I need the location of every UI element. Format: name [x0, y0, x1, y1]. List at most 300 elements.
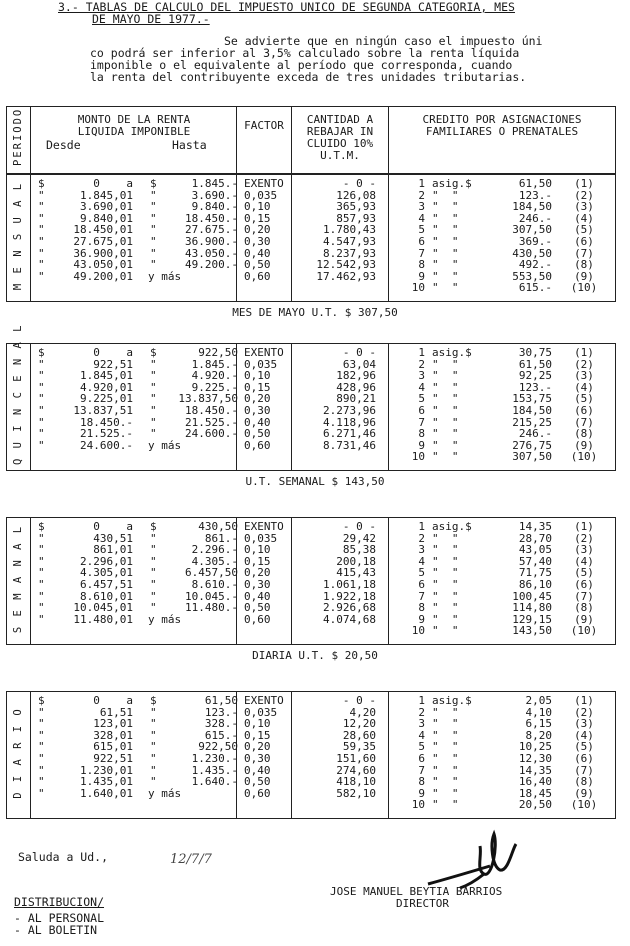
table-cell: 430,50 [512, 246, 552, 260]
table-cell: 61,50 [518, 177, 552, 190]
table-cell: 151,60 [336, 752, 376, 765]
table-cell: (6) [574, 578, 594, 591]
table-cell: 1.845.- [191, 357, 238, 371]
table-cell: 86,10 [518, 578, 552, 591]
table-cell: 428,96 [336, 380, 376, 394]
table-cell: 0,30 [244, 235, 271, 248]
table-cell: 29,42 [342, 531, 376, 545]
table-cell: 0,035 [244, 705, 278, 719]
table-cell: " [38, 752, 45, 765]
table-cell: 10 [411, 281, 425, 295]
table-cell: 0,20 [244, 740, 271, 754]
table-cell: 857,93 [336, 211, 376, 225]
section-footer: U.T. SEMANAL $ 143,50 [245, 475, 385, 488]
table-cell: " " [432, 531, 459, 545]
table-cell: " [38, 531, 45, 545]
table-cell: " " [432, 258, 459, 272]
table-cell: 13.837,50 [178, 392, 238, 406]
table-cell: 1 [418, 177, 425, 190]
table-cell: 2 [418, 188, 425, 202]
table-cell: (7) [574, 589, 594, 603]
table-cell: " [38, 258, 45, 272]
table-cell: 12,30 [518, 752, 552, 765]
table-cell: (4) [574, 728, 594, 742]
table-cell: 4 [418, 380, 425, 394]
table-cell: 61,51 [99, 705, 133, 719]
table-cell: (1) [574, 520, 594, 533]
distribution-item: - AL PERSONAL [14, 911, 105, 925]
table-cell: (9) [574, 438, 594, 452]
distribution-item: - AL BOLETIN [14, 923, 98, 937]
table-cell: 2,05 [525, 694, 552, 707]
table-cell: 11.480,01 [73, 612, 133, 626]
table-cell: 430,50 [198, 520, 238, 533]
table-cell: 4,10 [525, 705, 552, 719]
table-cell: 18.450,01 [73, 223, 133, 237]
table-cell: 59,35 [342, 740, 376, 754]
advice-line-3: imponible o el equivalente al período que corresponda, cuando [90, 58, 513, 72]
table-cell: 922,51 [93, 752, 133, 765]
table-cell: 8 [418, 601, 425, 615]
table-cell: " [38, 543, 45, 557]
table-cell: - 0 - [342, 520, 376, 533]
table-cell: 9 [418, 269, 425, 283]
table-cell: 1.230.- [191, 752, 238, 765]
table-cell: " " [432, 246, 459, 260]
table-cell: 0,20 [244, 392, 271, 406]
table-cell: " [38, 786, 45, 800]
table-cell: " " [432, 740, 459, 754]
table-cell: 0,40 [244, 589, 271, 603]
table-cell: 0,15 [244, 211, 271, 225]
table-cell: (1) [574, 346, 594, 359]
table-cell: y más [148, 438, 182, 452]
table-cell: asig.$ [432, 177, 472, 190]
table-cell: (8) [574, 775, 594, 789]
section-footer: MES DE MAYO U.T. $ 307,50 [232, 306, 398, 319]
table-cell: " [150, 392, 157, 406]
cantidad-header-3: CLUIDO 10% [306, 137, 374, 150]
table-cell: asig.$ [432, 694, 472, 707]
table-cell: 123.- [518, 188, 552, 202]
table-cell: " " [432, 578, 459, 591]
table-cell: 6.271,46 [323, 427, 376, 441]
table-cell: (2) [574, 188, 594, 202]
table-cell: " [150, 543, 157, 557]
table-cell: 0,10 [244, 543, 271, 557]
table-cell: 276,75 [512, 438, 552, 452]
table-cell: 5 [418, 223, 425, 237]
table-cell: 0,30 [244, 578, 271, 591]
table-cell: (8) [574, 601, 594, 615]
table-cell: " [38, 223, 45, 237]
table-cell: 0,60 [244, 612, 271, 626]
table-cell: 922,51 [93, 357, 133, 371]
table-cell: 2 [418, 357, 425, 371]
table-cell: EXENTO [244, 520, 284, 533]
table-cell: " " [432, 369, 459, 383]
table-cell: 49.200.- [185, 258, 238, 272]
table-cell: $ [38, 694, 45, 707]
table-cell: " [150, 200, 157, 214]
table-cell: 0,035 [244, 357, 278, 371]
table-cell: 8.610,01 [80, 589, 133, 603]
table-cell: (1) [574, 694, 594, 707]
table-cell: 246.- [518, 211, 552, 225]
table-cell: 0,035 [244, 188, 278, 202]
table-cell: 16,40 [518, 775, 552, 789]
table-cell: (4) [574, 554, 594, 568]
table-cell: " [38, 705, 45, 719]
table-cell: " " [432, 612, 459, 626]
table-cell: asig.$ [432, 346, 472, 359]
table-cell: 8.610.- [191, 578, 238, 591]
table-cell: y más [148, 786, 182, 800]
table-cell: 27.675,01 [73, 235, 133, 248]
table-cell: 8 [418, 427, 425, 441]
table-cell: 18,45 [518, 786, 552, 800]
distribution-title: DISTRIBUCION/ [14, 895, 105, 909]
table-cell: " [150, 775, 157, 789]
table-cell: 0,10 [244, 369, 271, 383]
period-label: S E M A N A L [12, 524, 24, 634]
table-cell: 0,15 [244, 554, 271, 568]
table-cell: $ [150, 346, 157, 359]
table-cell: $ [150, 177, 157, 190]
table-cell: 1.061,18 [323, 578, 376, 591]
table-cell: 61,50 [518, 357, 552, 371]
table-cell: (3) [574, 369, 594, 383]
table-cell: EXENTO [244, 346, 284, 359]
table-cell: 61,50 [204, 694, 238, 707]
table-cell: 430,51 [93, 531, 133, 545]
table-cell: (3) [574, 717, 594, 731]
table-cell: (9) [574, 269, 594, 283]
monto-header-2: LIQUIDA IMPONIBLE [77, 125, 191, 138]
table-cell: 7 [418, 589, 425, 603]
table-cell: " [38, 589, 45, 603]
table-cell: 6,15 [525, 717, 552, 731]
table-cell: 114,80 [512, 601, 552, 615]
table-cell: 2.926,68 [323, 601, 376, 615]
table-cell: 2 [418, 531, 425, 545]
table-cell: 215,25 [512, 415, 552, 429]
table-cell: 9.225,01 [80, 392, 133, 406]
table-cell: " [38, 775, 45, 789]
table-cell: 184,50 [512, 404, 552, 417]
table-cell: 0,15 [244, 380, 271, 394]
table-cell: " [38, 404, 45, 417]
table-cell: 49.200,01 [73, 269, 133, 283]
table-cell: 8.731,46 [323, 438, 376, 452]
table-cell: " " [432, 543, 459, 557]
table-cell: 8 [418, 775, 425, 789]
table-cell: 4.920.- [191, 369, 238, 383]
table-cell: " [150, 740, 157, 754]
table-cell: 14,35 [518, 520, 552, 533]
table-cell: " " [432, 763, 459, 777]
table-cell: " " [432, 404, 459, 417]
table-cell: " [150, 763, 157, 777]
table-cell: " [38, 369, 45, 383]
table-cell: - 0 - [342, 694, 376, 707]
table-cell: 18.450.- [185, 404, 238, 417]
table-cell: 861,01 [93, 543, 133, 557]
table-cell: 43,05 [518, 543, 552, 557]
table-cell: 12,20 [342, 717, 376, 731]
table-cell: asig.$ [432, 520, 472, 533]
period-label: D I A R I O [12, 707, 24, 799]
table-cell: " [38, 211, 45, 225]
table-cell: 861.- [204, 531, 238, 545]
table-cell: " [150, 404, 157, 417]
table-cell: " [38, 578, 45, 591]
table-cell: 0,035 [244, 531, 278, 545]
table-cell: 8,20 [525, 728, 552, 742]
table-cell: 6 [418, 752, 425, 765]
table-cell: 274,60 [336, 763, 376, 777]
table-cell: (10) [570, 281, 598, 295]
table-cell: 12.542,93 [316, 258, 376, 272]
table-cell: " " [432, 450, 459, 464]
table-cell: 4.118,96 [323, 415, 376, 429]
table-cell: 18.450.- [80, 415, 133, 429]
table-cell: " [150, 369, 157, 383]
table-cell: 18.450.- [185, 211, 238, 225]
table-cell: 5 [418, 566, 425, 580]
table-cell: EXENTO [244, 177, 284, 190]
table-cell: (5) [574, 566, 594, 580]
table-cell: " " [432, 223, 459, 237]
table-cell: (8) [574, 258, 594, 272]
table-cell: 1.640,01 [80, 786, 133, 800]
table-cell: " [150, 235, 157, 248]
table-cell: " [38, 427, 45, 441]
table-cell: " [38, 728, 45, 742]
table-cell: 5 [418, 740, 425, 754]
table-cell: " [150, 531, 157, 545]
table-cell: " [38, 740, 45, 754]
table-cell: " " [432, 752, 459, 765]
table-cell: 92,25 [518, 369, 552, 383]
table-cell: 418,10 [336, 775, 376, 789]
table-cell: 71,75 [518, 566, 552, 580]
signer-name: JOSE MANUEL BEYTIA BARRIOS [330, 885, 503, 898]
table-cell: 2 [418, 705, 425, 719]
periodo-header: PERIODO [12, 107, 24, 166]
table-cell: " [150, 601, 157, 615]
table-cell: (5) [574, 392, 594, 406]
table-cell: 369.- [518, 235, 552, 248]
table-cell: " [38, 763, 45, 777]
table-cell: 9.225.- [191, 380, 238, 394]
table-cell: (5) [574, 223, 594, 237]
table-cell: 4.074,68 [323, 612, 376, 626]
table-cell: " [150, 717, 157, 731]
table-cell: 0,40 [244, 763, 271, 777]
table-cell: 123,01 [93, 717, 133, 731]
table-cell: 24.600.- [185, 427, 238, 441]
table-cell: 3 [418, 717, 425, 731]
table-cell: (4) [574, 380, 594, 394]
table-cell: (3) [574, 200, 594, 214]
table-cell: (7) [574, 415, 594, 429]
table-cell: 30,75 [518, 346, 552, 359]
table-cell: " " [432, 705, 459, 719]
table-cell: " [38, 554, 45, 568]
table-cell: " [150, 728, 157, 742]
table-cell: 4 [418, 728, 425, 742]
table-cell: 21.525.- [185, 415, 238, 429]
table-cell: (7) [574, 246, 594, 260]
table-cell: 6.457,50 [185, 566, 238, 580]
closing-text: Saluda a Ud., [18, 850, 109, 864]
table-cell: " " [432, 188, 459, 202]
table-cell: 0,60 [244, 786, 271, 800]
table-cell: 0,15 [244, 728, 271, 742]
table-cell: 4.547,93 [323, 235, 376, 248]
table-cell: 1 [418, 694, 425, 707]
table-cell: " [38, 269, 45, 283]
table-cell: " " [432, 566, 459, 580]
document-title-line2: DE MAYO DE 1977.- [92, 12, 210, 26]
table-cell: 1 [418, 346, 425, 359]
table-cell: $ [38, 346, 45, 359]
table-cell: " " [432, 211, 459, 225]
table-cell: 1.230,01 [80, 763, 133, 777]
table-cell: 10 [411, 798, 425, 812]
table-cell: " " [432, 380, 459, 394]
table-cell: 6.457,51 [80, 578, 133, 591]
table-cell: $ [150, 520, 157, 533]
table-cell: 0 a [93, 694, 133, 707]
table-cell: 7 [418, 415, 425, 429]
table-cell: 922,50 [198, 346, 238, 359]
table-cell: 8 [418, 258, 425, 272]
table-cell: (5) [574, 740, 594, 754]
table-cell: 0 a [93, 346, 133, 359]
table-cell: " [38, 438, 45, 452]
table-cell: 143,50 [512, 624, 552, 638]
table-cell: " " [432, 728, 459, 742]
table-cell: 307,50 [512, 450, 552, 464]
table-cell: 0,40 [244, 415, 271, 429]
table-cell: " [38, 392, 45, 406]
table-cell: " [150, 705, 157, 719]
table-cell: 28,60 [342, 728, 376, 742]
table-cell: " " [432, 415, 459, 429]
table-cell: $ [38, 177, 45, 190]
table-cell: " [38, 188, 45, 202]
table-cell: 2.296,01 [80, 554, 133, 568]
table-cell: 3 [418, 200, 425, 214]
table-cell: 0 a [93, 177, 133, 190]
table-cell: " " [432, 798, 459, 812]
table-cell: 4 [418, 211, 425, 225]
table-cell: 24.600.- [80, 438, 133, 452]
table-cell: 0,20 [244, 223, 271, 237]
table-cell: " [150, 188, 157, 202]
table-cell: 100,45 [512, 589, 552, 603]
cantidad-header-2: REBAJAR IN [306, 125, 374, 138]
table-cell: " [150, 566, 157, 580]
advice-line-4: la renta del contribuyente exceda de tres unidades tributarias. [90, 70, 527, 84]
table-cell: 9.840.- [191, 200, 238, 214]
table-cell: " [150, 223, 157, 237]
table-cell: 0,20 [244, 566, 271, 580]
table-cell: (2) [574, 357, 594, 371]
table-cell: 2.296.- [191, 543, 238, 557]
table-cell: " " [432, 589, 459, 603]
table-cell: (10) [570, 624, 598, 638]
table-cell: " " [432, 624, 459, 638]
table-cell: " [38, 415, 45, 429]
table-cell: " [38, 601, 45, 615]
table-cell: " " [432, 269, 459, 283]
monto-header-1: MONTO DE LA RENTA [77, 113, 191, 126]
table-cell: 0,60 [244, 438, 271, 452]
credito-header-1: CREDITO POR ASIGNACIONES [422, 113, 582, 126]
table-cell: y más [148, 612, 182, 626]
table-cell: 126,08 [336, 188, 376, 202]
advice-line-1: Se advierte que en ningún caso el impuesto úni [224, 34, 543, 48]
table-cell: 6 [418, 578, 425, 591]
cantidad-header-4: U.T.M. [320, 149, 360, 162]
table-cell: 0,60 [244, 269, 271, 283]
table-cell: 1.922,18 [323, 589, 376, 603]
table-cell: " [38, 380, 45, 394]
table-cell: 9 [418, 438, 425, 452]
table-cell: " [150, 211, 157, 225]
table-cell: 21.525.- [80, 427, 133, 441]
table-cell: 0,30 [244, 752, 271, 765]
table-cell: 3 [418, 369, 425, 383]
table-cell: y más [148, 269, 182, 283]
table-cell: " [150, 752, 157, 765]
table-cell: " " [432, 717, 459, 731]
table-cell: 4 [418, 554, 425, 568]
factor-header: FACTOR [244, 119, 284, 132]
table-cell: 43.050.- [185, 246, 238, 260]
table-cell: 553,50 [512, 269, 552, 283]
table-cell: 0,50 [244, 258, 271, 272]
table-cell: 10.045,01 [73, 601, 133, 615]
table-cell: 27.675.- [185, 223, 238, 237]
table-cell: " [150, 380, 157, 394]
credito-header-2: FAMILIARES O PRENATALES [425, 125, 579, 138]
table-cell: " " [432, 554, 459, 568]
table-cell: 307,50 [512, 223, 552, 237]
table-cell: 123.- [204, 705, 238, 719]
table-cell: 200,18 [336, 554, 376, 568]
table-cell: 365,93 [336, 200, 376, 214]
table-cell: $ [150, 694, 157, 707]
table-cell: 123.- [518, 380, 552, 394]
table-cell: $ [38, 520, 45, 533]
desde-header: Desde [46, 138, 81, 152]
table-cell: 9 [418, 612, 425, 626]
table-cell: (1) [574, 177, 594, 190]
table-cell: 5 [418, 392, 425, 406]
table-cell: 1.435.- [191, 763, 238, 777]
table-cell: 492.- [518, 258, 552, 272]
table-cell: 0 a [93, 520, 133, 533]
table-cell: (8) [574, 427, 594, 441]
table-cell: " [150, 554, 157, 568]
table-cell: 10 [411, 450, 425, 464]
table-cell: 10,25 [518, 740, 552, 754]
table-cell: (6) [574, 752, 594, 765]
